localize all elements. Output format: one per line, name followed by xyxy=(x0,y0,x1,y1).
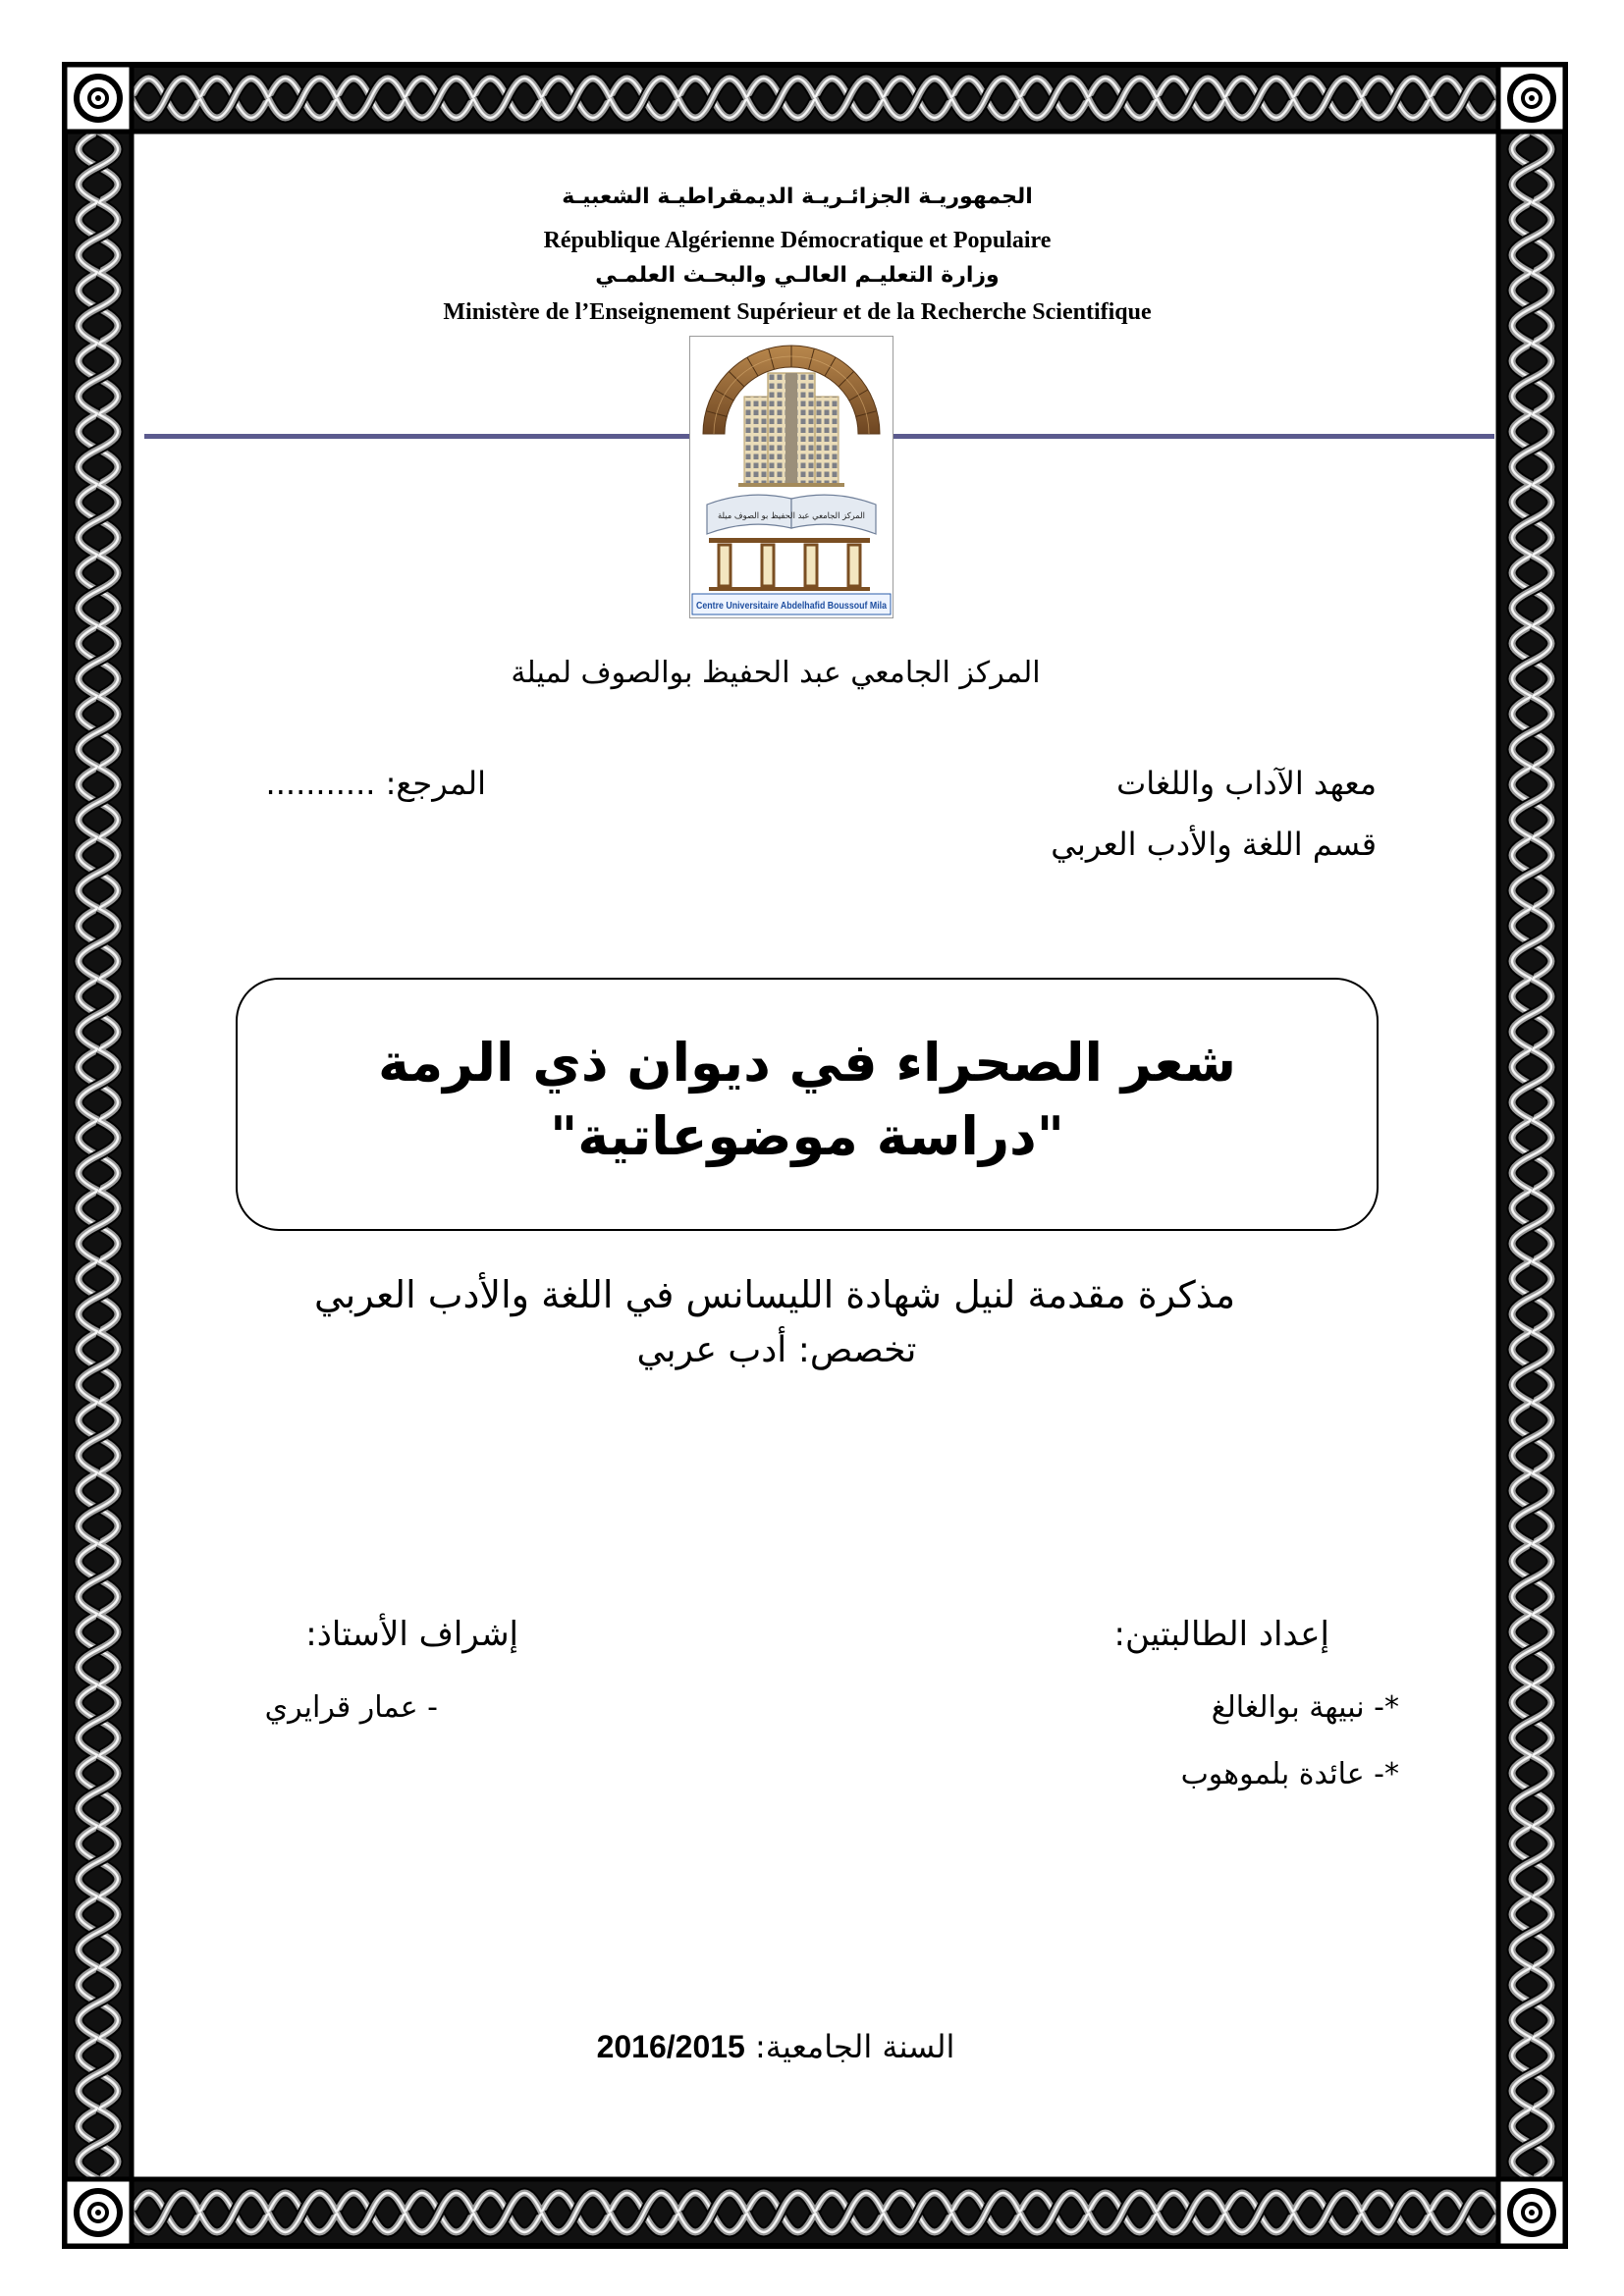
supervisor-name: - عمار قرايري xyxy=(264,1690,438,1725)
border-bottom-band xyxy=(132,2179,1498,2246)
header-rule-right xyxy=(893,434,1494,439)
department-name: قسم اللغة والأدب العربي xyxy=(1051,826,1377,863)
academic-year-value: 2016/2015 xyxy=(596,2029,745,2064)
university-name: المركز الجامعي عبد الحفيظ بوالصوف لميلة xyxy=(511,656,1041,690)
corner-ornament-top-left xyxy=(65,65,132,132)
university-logo xyxy=(689,336,893,618)
student-name: *- عائدة بلموهوب xyxy=(1180,1757,1399,1791)
border-left-band xyxy=(65,132,132,2179)
logo-caption: Centre Universitaire Abdelhafid Boussouf Mila xyxy=(696,601,888,612)
republic-name-arabic: الجمهوريـة الجزائـريـة الديمقراطيـة الشعبيـة xyxy=(562,185,1033,209)
specialty: تخصص: أدب عربي xyxy=(636,1330,917,1370)
thesis-title: شعر الصحراء في ديوان ذي الرمة xyxy=(378,1032,1236,1094)
ministry-name-french: Ministère de l’Enseignement Supérieur et de la Recherche Scientifique xyxy=(443,299,1152,325)
thesis-subtitle: "دراسة موضوعاتية" xyxy=(550,1105,1064,1167)
border-right-band xyxy=(1498,132,1565,2179)
corner-ornament-bottom-right xyxy=(1498,2179,1565,2246)
student-name: *- نبيهة بوالغالغ xyxy=(1211,1690,1399,1725)
corner-ornament-bottom-left xyxy=(65,2179,132,2246)
supervisor-label: إشراف الأستاذ: xyxy=(305,1615,518,1654)
border-top-band xyxy=(132,65,1498,132)
logo-book-text: المركز الجامعي عبد الحفيظ بو الصوف ميلة xyxy=(718,511,865,521)
academic-year xyxy=(597,2028,955,2065)
logo-caption-banner xyxy=(692,594,891,614)
degree-statement: مذكرة مقدمة لنيل شهادة الليسانس في اللغة والأدب العربي xyxy=(313,1273,1236,1316)
academic-year-label: السنة الجامعية: xyxy=(755,2028,955,2065)
reference-field: المرجع: ........... xyxy=(265,765,486,802)
corner-ornament-top-right xyxy=(1498,65,1565,132)
header-rule-left xyxy=(144,434,689,439)
institute-name: معهد الآداب واللغات xyxy=(1116,765,1377,802)
title-box xyxy=(236,978,1379,1231)
ministry-name-arabic: وزارة التعليـم العالـي والبحـث العلمـي xyxy=(595,263,1000,288)
republic-name-french: République Algérienne Démocratique et Populaire xyxy=(543,228,1052,253)
students-label: إعداد الطالبتين: xyxy=(1113,1615,1329,1654)
